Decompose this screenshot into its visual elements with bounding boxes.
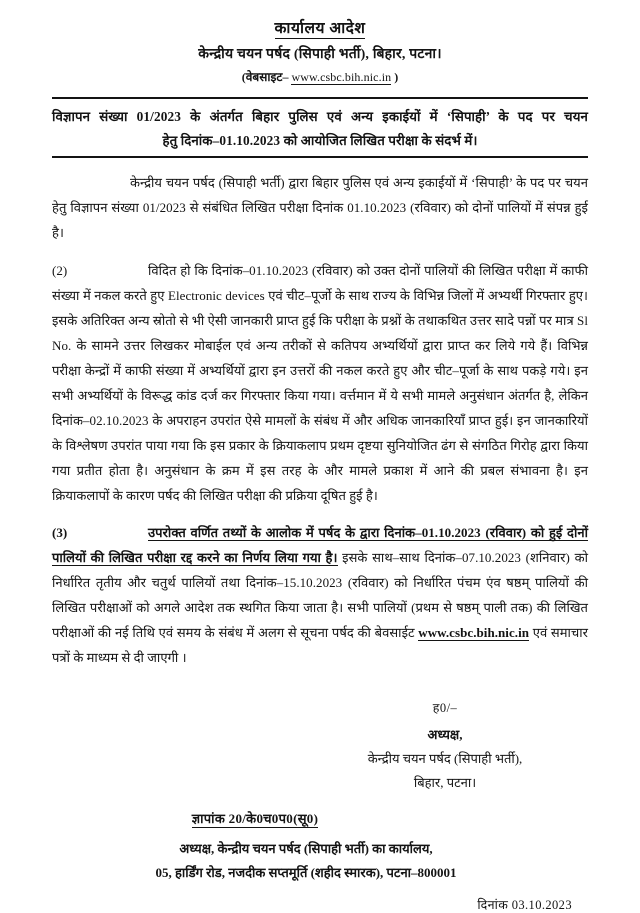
- office-address: [52, 837, 588, 885]
- paragraph-3-website-url[interactable]: www.csbc.bih.nic.in: [418, 625, 530, 641]
- office-address-line-2: 05, हार्डिंग रोड, नजदीक सप्तमूर्ति (शहीद स्मारक), पटना–800001: [155, 865, 457, 881]
- subject-line-1: विज्ञापन संख्या 01/2023 के अंतर्गत बिहार पुलिस एवं अन्य इकाईयों में ‘सिपाही’ के पद पर चयन: [52, 109, 588, 124]
- paragraph-3-decision-text: उपरोक्त वर्णित तथ्यों के आलोक में पर्षद के द्वारा दिनांक–01.10.2023 (रविवार) को हुई दोनों पालियों की लिखित परीक्षा रद्द करने का निर्णय लिया गया है।: [52, 525, 588, 566]
- website-close-paren: ): [394, 70, 399, 84]
- memo-number-text: ज्ञापांक 20/के0च0प0(सू0): [191, 811, 319, 827]
- paragraph-1: [52, 171, 588, 246]
- subject-divider: [52, 156, 588, 158]
- paragraph-2-number: (2): [52, 262, 68, 278]
- signatory-place: बिहार, पटना।: [413, 775, 477, 791]
- memo-number: [52, 809, 588, 827]
- website-url-link[interactable]: www.csbc.bih.nic.in: [291, 70, 392, 84]
- paragraph-3: [52, 521, 588, 671]
- website-line: [52, 68, 588, 85]
- document-title-text: कार्यालय आदेश: [274, 20, 366, 37]
- document-title: [52, 16, 588, 38]
- paragraph-3-tail-text: एवं समाचार पत्रों के माध्यम से दी जाएगी ।: [52, 625, 588, 666]
- subject-banner: [52, 97, 588, 151]
- signature-block: [52, 697, 588, 795]
- paragraph-1-text: केन्द्रीय चयन पर्षद (सिपाही भर्ती) द्वारा बिहार पुलिस एवं अन्य इकाईयों में ‘सिपाही’ के पद पर चयन हेतु विज्ञापन संख्या 01/2023 से संबंधित लिखित परीक्षा दिनांक 01.10.2023 (रविवार) को दोनों पालियों में संपन्न हुई है।: [52, 175, 588, 240]
- website-label: (वेबसाइट–: [241, 70, 289, 84]
- paragraph-3-number: (3): [52, 525, 68, 541]
- signature-mark: ह0/–: [432, 701, 458, 716]
- signatory-designation: अध्यक्ष,: [427, 727, 463, 743]
- office-address-line-1: अध्यक्ष, केन्द्रीय चयन पर्षद (सिपाही भर्ती) का कार्यालय,: [179, 841, 433, 857]
- subject-line-2: हेतु दिनांक–01.10.2023 को आयोजित लिखित परीक्षा के संदर्भ में।: [162, 132, 478, 148]
- document-date: दिनांक 03.10.2023: [477, 897, 572, 912]
- issuing-authority: केन्द्रीय चयन पर्षद (सिपाही भर्ती), बिहार, पटना।: [198, 47, 442, 62]
- signatory-organization: केन्द्रीय चयन पर्षद (सिपाही भर्ती),: [367, 751, 523, 767]
- paragraph-2: [52, 259, 588, 509]
- paragraph-2-text: विदित हो कि दिनांक–01.10.2023 (रविवार) को उक्त दोनों पालियों की लिखित परीक्षा में काफी संख्या में नकल करते हुए Electronic devices एवं चीट–पूर्जो के साथ राज्य के विभिन्न जिलों में अभ्यर्थी गिरफ्तार हुए। इसके अतिरिक्त अन्य स्रोतो से भी ऐसी जानकारी प्राप्त हुई कि परीक्षा के प्रश्नों के तथाकथित उत्तर सादे पन्नों पर मात्र Sl No. के सामने उत्तर लिखकर मोबाईल एवं अन्य तरीकों से कतिपय अभ्यर्थियों द्वारा प्राप्त कर लिये गये हैं। विभिन्न परीक्षा केन्द्रों में काफी संख्या में अभ्यर्थियों द्वारा इन उत्तरों की नकल करते हुए और चीट–पूर्जा के साथ पकड़े गये। इन सभी अभ्यर्थियों के विरूद्ध कांड दर्ज कर गिरफ्तार किया गया। वर्त्तमान में ये सभी मामले अनुसंधान अंतर्गत है, लेकिन दिनांक–02.10.2023 के अपराहन उपरांत ऐसे मामलों के संबंध में और अधिक जानकारियाँ प्राप्त हुई। इन जानकारियों के विश्लेषण उपरांत पाया गया कि इस प्रकार के क्रियाकलाप प्रथम दृष्टया सुनियोजित ढंग से संगठित गिरोह द्वारा किया गया प्रतीत होता है। अनुसंधान के क्रम में इस तरह के और मामले प्रकाश में आने की प्रबल संभावना है। इन क्रियाकलापों के कारण पर्षद की लिखित परीक्षा की प्रक्रिया दूषित हुई है।: [52, 262, 588, 503]
- paragraph-3-rest-text: इसके साथ–साथ दिनांक–07.10.2023 (शनिवार) को निर्धारित तृतीय और चतुर्थ पालियों तथा दिनांक–15.10.2023 (रविवार) को निर्धारित पंचम एंव षष्ठम् पालियों की लिखित परीक्षाओं को अगले आदेश तक स्थगित किया जाता है। सभी पालियों (प्रथम से षष्ठम् पाली तक) की लिखित परीक्षाओं की नई तिथि एवं समय के संबंध में अलग से सूचना पर्षद की बेवसाईट: [52, 550, 588, 641]
